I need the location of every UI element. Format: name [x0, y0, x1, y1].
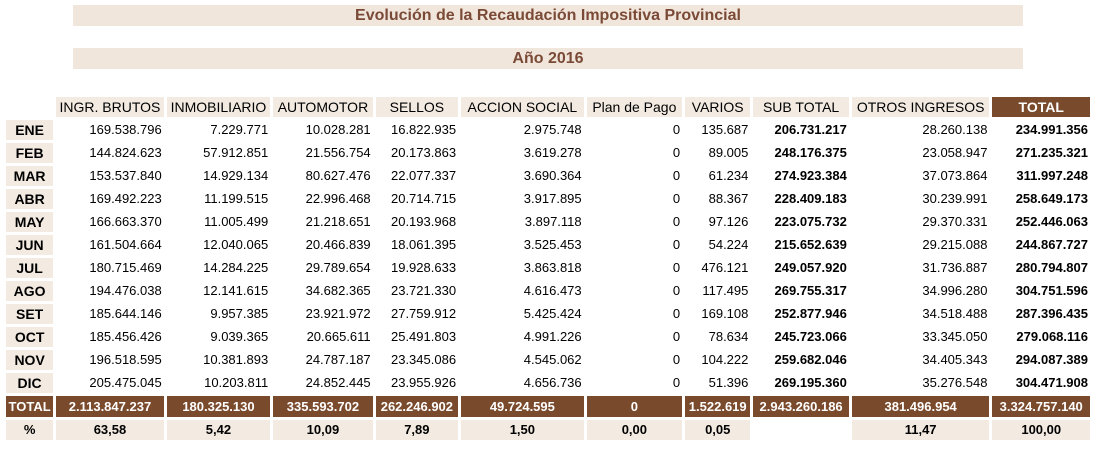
table-cell: 206.731.217 [774, 122, 847, 137]
table-cell: 89.005 [708, 145, 749, 160]
percent-cell: 11,47 [852, 420, 990, 440]
month-label: DIC [6, 373, 53, 393]
table-cell: 28.260.138 [922, 122, 988, 137]
table-cell: 34.405.343 [922, 352, 988, 367]
table-cell: 3.525.453 [523, 237, 582, 252]
table-cell: 3.863.818 [523, 260, 582, 275]
table-cell: 279.068.116 [1016, 329, 1088, 344]
table-row [6, 189, 1090, 209]
table-row [6, 350, 1090, 370]
column-header-total: TOTAL [992, 97, 1090, 117]
table-cell: 0 [672, 214, 681, 229]
table-cell: 20.466.839 [305, 237, 371, 252]
percent-cell: 100,00 [992, 420, 1090, 440]
table-cell: 29.215.088 [922, 237, 988, 252]
table-cell: 287.396.435 [1015, 306, 1088, 321]
table-cell: 194.476.038 [89, 283, 162, 298]
percent-row [6, 420, 1090, 440]
table-cell: 0 [672, 329, 681, 344]
table-row [6, 373, 1090, 393]
table-cell: 35.276.548 [922, 375, 988, 390]
table-cell: 11.005.499 [204, 214, 269, 229]
table-cell: 10.381.893 [203, 352, 269, 367]
percent-cell: 63,58 [56, 420, 164, 440]
table-row [6, 143, 1090, 163]
percent-cell: 0,05 [685, 420, 750, 440]
table-cell: 304.751.596 [1015, 283, 1088, 298]
table-cell: 280.794.807 [1015, 260, 1088, 275]
table-row [6, 120, 1090, 140]
table-cell: 180.715.469 [89, 260, 162, 275]
table-cell: 5.425.424 [523, 306, 582, 321]
table-cell: 166.663.370 [89, 214, 162, 229]
table-cell: 0 [672, 375, 681, 390]
table-cell: 215.652.639 [774, 237, 847, 252]
table-cell: 31.736.887 [922, 260, 988, 275]
table-cell: 29.370.331 [922, 214, 988, 229]
table-cell: 3.690.364 [523, 168, 582, 183]
column-header: Plan de Pago [587, 97, 682, 117]
table-cell: 12.040.065 [203, 237, 269, 252]
table-cell: 11.199.515 [204, 191, 269, 206]
table-cell: 23.955.926 [390, 375, 457, 390]
table-cell: 0 [672, 145, 681, 160]
table-cell: 14.929.134 [203, 168, 269, 183]
total-cell: 381.496.954 [852, 396, 990, 417]
table-cell: 311.997.248 [1016, 168, 1088, 183]
table-cell: 304.471.908 [1015, 375, 1088, 390]
month-label: SET [6, 304, 53, 324]
table-cell: 248.176.375 [774, 145, 847, 160]
percent-cell: 1,50 [461, 420, 584, 440]
total-cell: 2.113.847.237 [56, 396, 164, 417]
table-row [6, 258, 1090, 278]
table-cell: 27.759.912 [390, 306, 457, 321]
table-cell: 25.491.803 [390, 329, 457, 344]
table-cell: 37.073.864 [922, 168, 988, 183]
table-cell: 4.656.736 [523, 375, 582, 390]
table-cell: 34.996.280 [922, 283, 988, 298]
table-cell: 0 [672, 352, 681, 367]
table-cell: 0 [672, 168, 681, 183]
table-cell: 0 [672, 191, 681, 206]
table-row [6, 304, 1090, 324]
table-cell: 234.991.356 [1015, 122, 1088, 137]
total-cell: 180.325.130 [167, 396, 270, 417]
table-cell: 0 [672, 283, 681, 298]
month-label: JUL [6, 258, 53, 278]
percent-cell: 7,89 [376, 420, 458, 440]
table-cell: 10.028.281 [305, 122, 371, 137]
table-cell: 0 [672, 237, 681, 252]
table-cell: 169.492.223 [89, 191, 162, 206]
table-cell: 169.108 [701, 306, 749, 321]
table-cell: 2.975.748 [523, 122, 582, 137]
table-cell: 9.957.385 [210, 306, 269, 321]
revenue-table [3, 94, 1093, 443]
table-cell: 3.917.895 [523, 191, 582, 206]
total-label: TOTAL [6, 396, 53, 417]
table-cell: 21.218.651 [305, 214, 371, 229]
table-cell: 144.824.623 [89, 145, 162, 160]
total-cell: 2.943.260.186 [753, 396, 848, 417]
page-subtitle: Año 2016 [73, 48, 1023, 69]
column-header: SUB TOTAL [753, 97, 848, 117]
total-cell: 0 [587, 396, 682, 417]
table-cell: 24.787.187 [305, 352, 371, 367]
table-cell: 14.284.225 [203, 260, 269, 275]
column-header: VARIOS [685, 97, 750, 117]
table-cell: 4.616.473 [523, 283, 582, 298]
percent-cell: 5,42 [167, 420, 270, 440]
table-cell: 269.195.360 [774, 375, 847, 390]
table-cell: 0 [672, 306, 681, 321]
column-header: OTROS INGRESOS [852, 97, 990, 117]
total-cell: 262.246.902 [376, 396, 458, 417]
total-cell: 49.724.595 [461, 396, 584, 417]
table-cell: 249.057.920 [774, 260, 847, 275]
table-row [6, 281, 1090, 301]
table-cell: 7.229.771 [210, 122, 269, 137]
table-cell: 18.061.395 [390, 237, 457, 252]
table-row [6, 235, 1090, 255]
total-cell: 335.593.702 [273, 396, 372, 417]
table-cell: 12.141.615 [203, 283, 269, 298]
header-row [6, 97, 1090, 117]
table-cell: 476.121 [701, 260, 749, 275]
table-cell: 97.126 [708, 214, 749, 229]
month-label: AGO [6, 281, 53, 301]
table-cell: 135.687 [701, 122, 749, 137]
table-cell: 21.556.754 [305, 145, 371, 160]
corner-cell [6, 97, 53, 117]
table-cell: 0 [672, 122, 681, 137]
table-cell: 258.649.173 [1015, 191, 1088, 206]
table-cell: 57.912.851 [203, 145, 269, 160]
table-cell: 185.644.146 [89, 306, 162, 321]
month-label: NOV [6, 350, 53, 370]
table-cell: 23.345.086 [390, 352, 457, 367]
column-header: AUTOMOTOR [273, 97, 372, 117]
total-cell: 3.324.757.140 [992, 396, 1090, 417]
table-cell: 33.345.050 [922, 329, 988, 344]
table-cell: 10.203.811 [204, 375, 269, 390]
table-cell: 0 [672, 260, 681, 275]
table-cell: 153.537.840 [89, 168, 162, 183]
table-cell: 169.538.796 [89, 122, 162, 137]
table-cell: 9.039.365 [210, 329, 269, 344]
table-cell: 271.235.321 [1015, 145, 1088, 160]
month-label: MAY [6, 212, 53, 232]
page-title: Evolución de la Recaudación Impositiva Provincial [73, 5, 1023, 26]
table-cell: 205.475.045 [89, 375, 162, 390]
table-cell: 196.518.595 [89, 352, 162, 367]
table-cell: 20.665.611 [306, 329, 371, 344]
table-cell: 252.877.946 [774, 306, 847, 321]
table-cell: 259.682.046 [774, 352, 847, 367]
table-cell: 22.996.468 [305, 191, 371, 206]
month-label: ENE [6, 120, 53, 140]
table-cell: 22.077.337 [390, 168, 457, 183]
table-cell: 3.897.118 [524, 214, 582, 229]
table-cell: 4.991.226 [523, 329, 582, 344]
table-cell: 23.058.947 [922, 145, 988, 160]
month-label: ABR [6, 189, 53, 209]
month-label: FEB [6, 143, 53, 163]
table-cell: 20.193.968 [390, 214, 457, 229]
month-label: OCT [6, 327, 53, 347]
table-cell: 4.545.062 [523, 352, 582, 367]
column-header: SELLOS [376, 97, 458, 117]
percent-cell: 10,09 [273, 420, 372, 440]
table-cell: 228.409.183 [774, 191, 847, 206]
table-cell: 185.456.426 [89, 329, 162, 344]
table-cell: 23.721.330 [390, 283, 457, 298]
table-cell: 3.619.278 [523, 145, 582, 160]
table-cell: 269.755.317 [774, 283, 847, 298]
total-cell: 1.522.619 [685, 396, 750, 417]
table-cell: 34.518.488 [922, 306, 988, 321]
table-cell: 88.367 [708, 191, 749, 206]
table-cell: 24.852.445 [305, 375, 371, 390]
column-header: INMOBILIARIO [167, 97, 270, 117]
percent-label: % [6, 420, 53, 440]
table-cell: 223.075.732 [774, 214, 847, 229]
percent-cell: 0,00 [587, 420, 682, 440]
table-cell: 20.173.863 [390, 145, 457, 160]
table-cell: 61.234 [708, 168, 749, 183]
column-header: ACCION SOCIAL [461, 97, 584, 117]
table-cell: 34.682.365 [305, 283, 371, 298]
table-cell: 78.634 [708, 329, 749, 344]
table-cell: 274.923.384 [774, 168, 847, 183]
month-label: JUN [6, 235, 53, 255]
table-cell: 30.239.991 [922, 191, 988, 206]
table-cell: 80.627.476 [305, 168, 371, 183]
table-cell: 117.495 [702, 283, 749, 298]
table-cell: 20.714.715 [390, 191, 457, 206]
table-cell: 29.789.654 [305, 260, 371, 275]
table-cell: 16.822.935 [390, 122, 457, 137]
table-cell: 23.921.972 [305, 306, 371, 321]
month-label: MAR [6, 166, 53, 186]
table-row [6, 166, 1090, 186]
table-cell: 104.222 [701, 352, 749, 367]
column-header: INGR. BRUTOS [56, 97, 164, 117]
table-cell: 19.928.633 [390, 260, 457, 275]
total-row [6, 396, 1090, 417]
table-cell: 252.446.063 [1015, 214, 1088, 229]
table-cell: 51.396 [708, 375, 749, 390]
table-cell: 294.087.389 [1015, 352, 1088, 367]
table-cell: 54.224 [708, 237, 749, 252]
table-cell: 161.504.664 [89, 237, 162, 252]
table-cell: 245.723.066 [774, 329, 847, 344]
table-row [6, 212, 1090, 232]
table-cell: 244.867.727 [1015, 237, 1088, 252]
percent-cell [753, 420, 848, 440]
table-row [6, 327, 1090, 347]
